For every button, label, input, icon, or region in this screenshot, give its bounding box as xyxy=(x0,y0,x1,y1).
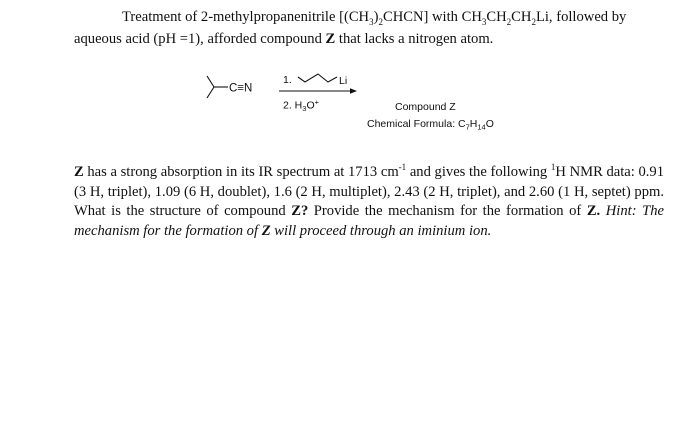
text-segment: Treatment of 2-methylpropanenitrile [(CH xyxy=(122,9,370,25)
text-segment: CH xyxy=(486,9,507,25)
step-2-label: 2. $H_3O^+$ xyxy=(283,97,319,113)
text-segment: Li, followed by xyxy=(535,9,627,25)
question-paragraph-1 xyxy=(74,6,674,50)
text-segment: H NMR data: 0.91 (3 H, triplet), 1.09 (6 H, doublet), 1.6 (2 H, multiplet), 2.43 (2 H, triplet), and 2.60 (1 H, septet) ppm. What is the structure of compound xyxy=(74,164,665,219)
text-segment: CH xyxy=(511,9,532,25)
subscript: 3 xyxy=(481,16,487,27)
text-segment: CHCN] with CH xyxy=(382,9,482,25)
superscript: 1 xyxy=(550,162,556,173)
text-segment: and gives the following xyxy=(406,164,551,180)
text-segment: that lacks a nitrogen atom. xyxy=(335,31,494,47)
compound-z-label: Z. xyxy=(586,203,601,219)
subscript: 2 xyxy=(378,16,383,27)
reaction-arrow xyxy=(279,88,357,93)
nitrile-group-label: C≡N xyxy=(229,82,253,95)
question-paragraph-2 xyxy=(74,163,664,241)
subscript: 3 xyxy=(369,16,374,27)
compound-z-label: Z xyxy=(74,164,84,180)
step-1-label: 1. xyxy=(283,74,292,86)
propyllithium-skeletal-structure xyxy=(298,74,337,82)
compound-z-label: Z xyxy=(325,31,336,47)
text-segment: has a strong absorption in its IR spectrum at 1713 cm xyxy=(83,164,399,180)
subscript: 2 xyxy=(506,16,512,27)
compound-z-label: Z? xyxy=(291,203,309,219)
compound-z-label: Z xyxy=(261,222,271,239)
text-segment: aqueous acid (pH =1), afforded compound xyxy=(74,31,326,47)
text-segment: ) xyxy=(373,9,379,25)
text-segment: Provide the mechanism for the formation of xyxy=(308,203,587,219)
nitrile-skeletal-structure xyxy=(207,76,228,98)
paragraph-1-line-1 xyxy=(74,6,674,28)
lithium-label: Li xyxy=(339,75,348,87)
subscript: 2 xyxy=(531,16,536,27)
product-name: Compound Z xyxy=(395,101,456,113)
product-formula: Chemical Formula: $C_7H_{14}O$ xyxy=(367,118,494,132)
paragraph-1-line-2 xyxy=(74,28,674,50)
superscript: -1 xyxy=(398,162,407,173)
hint-text: Hint: The mechanism for the formation of xyxy=(74,203,664,239)
hint-text: will proceed through an iminium ion. xyxy=(270,222,492,239)
